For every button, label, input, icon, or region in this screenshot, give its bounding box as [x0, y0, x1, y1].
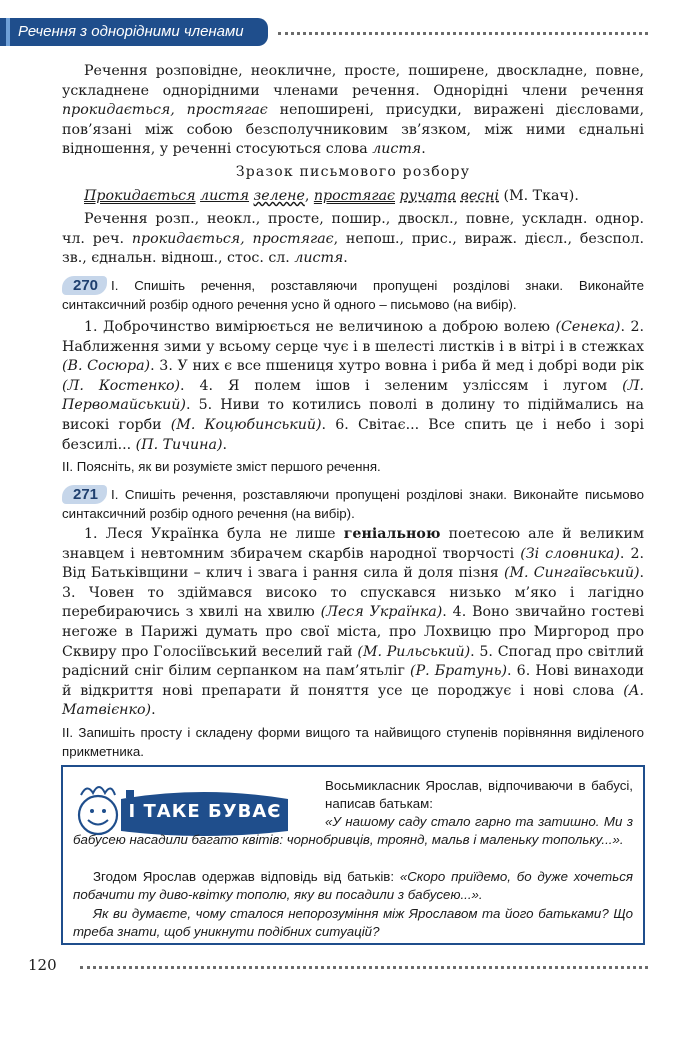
sentence: 1. Доброчинство вимірюється не величиною а доброю волею — [84, 319, 556, 335]
sentence: 1. Леся Українка була не лише — [84, 526, 344, 542]
sentence: . 3. У них є все пшениця хутро вовна і риба й мед і добрі води рік — [150, 358, 645, 375]
sentence: . 6. Нові винаходи й відкриття нові препарати й поняття усе це породжує і нові слова — [62, 663, 645, 699]
source: (М. Коцюбинський) — [170, 416, 322, 433]
task-number-badge: 270 — [62, 276, 107, 295]
object-word: весні — [460, 188, 500, 204]
box-paragraph: Восьмикласник Ярослав, відпочиваючи в бабусі, написав батькам: — [325, 778, 633, 812]
text: Згодом Ярослав одержав відповідь від батьків: — [93, 869, 400, 884]
comma: , — [304, 188, 314, 204]
footer-dotted-rule — [80, 966, 648, 969]
header-dotted-rule — [278, 32, 648, 35]
logo-text: І ТАКЕ БУВАЄ — [128, 801, 282, 822]
task-271-sentences — [62, 525, 644, 721]
sentence: . 5. Спогад про світлий радісний сніг білим серпанком на пам’ятьліг — [62, 643, 645, 680]
task-270-instruction — [62, 276, 644, 314]
source: (Р. Братунь) — [410, 663, 508, 680]
italic-text: прокидається, простягає — [62, 102, 268, 119]
task-271-instruction — [62, 485, 644, 523]
page-number: 120 — [28, 956, 57, 974]
task-271-part2: II. Запишіть просту і складену форми вищого та найвищого ступенів порівняння виділеного прикметника. — [62, 725, 644, 759]
chapter-header — [0, 18, 268, 46]
instruction-text: I. Спишіть речення, розставляючи пропущені розділові знаки. Виконайте письмово синтаксичний розбір одного речення (на вибір). — [62, 487, 644, 521]
box-quote: «У нашому саду стало гарно та затишно. Ми з бабусею насадили багато квітів: чорнобривців, троянд, мальв і маленьку топольку...». — [73, 814, 633, 848]
sample-sentence — [62, 187, 644, 207]
source: (Сенека) — [555, 319, 621, 335]
subject-word: листя — [200, 188, 250, 204]
predicate-word: простягає — [313, 188, 396, 204]
object-word: ручата — [399, 188, 457, 204]
source: (А. Матвієнко) — [62, 682, 644, 719]
sentence: . 6. Світає... Все спить це і небо і зорі безсилі... — [62, 416, 644, 453]
predicate-word: Прокидається — [84, 188, 196, 204]
header-stripe — [6, 18, 10, 46]
box-paragraph — [73, 868, 633, 905]
task-number-badge: 271 — [62, 485, 107, 504]
source: (Зі словника) — [520, 545, 620, 562]
text: . — [222, 436, 228, 453]
sentence: . 3. Човен то здіймався високо то спускався низько м’яко і лагідно перебираючись з хвилі на хвилю — [62, 565, 645, 621]
analysis-paragraph — [62, 62, 644, 160]
source: (М. Рильський) — [357, 643, 471, 660]
sentence: . 4. Воно звичайно гостеві негоже в Парижі думать про свої міста, про Лохвицю про Миргород про Сквиру про Голосіївський веселий гай — [62, 604, 645, 660]
text: непоширені, присудки, виражені дієсловами, пов’язані між собою безсполучниковим зв’язком, між ними єднальні відношення, у реченні стосуються слова — [62, 102, 644, 158]
sample-author: (М. Ткач). — [499, 188, 579, 204]
text: , непош., прис., вираж. дієсл., безспол. зв., єднальн. віднош., стос. сл. — [62, 230, 644, 267]
sample-title: Зразок письмового розбору — [235, 164, 471, 180]
italic-text: «Скоро приїдемо, бо дуже хочеться побачити ту диво-квітку тополю, яку ви посадили з бабусею...». — [73, 869, 634, 903]
text: . — [343, 250, 348, 267]
highlighted-adjective: геніальною — [343, 526, 441, 542]
chapter-title: Речення з однорідними членами — [18, 23, 244, 40]
sentence: . 4. Я полем ішов і зеленим узліссям і лугом — [180, 377, 623, 394]
sample-analysis — [62, 210, 644, 269]
source: (В. Сосюра) — [62, 358, 151, 375]
text: Речення розповідне, неокличне, просте, поширене, двоскладне, повне, ускладнене однорідними членами речення. Однорідні члени речення — [62, 63, 644, 99]
task-270-sentences — [62, 318, 644, 455]
italic-text: листя — [294, 250, 344, 267]
task-270-part2: II. Поясніть, як ви розумієте зміст першого речення. — [62, 459, 381, 474]
italic-text: прокидається, простягає — [131, 230, 334, 247]
sentence: . 5. Ниви то котились поволі в долину то підіймались на високі горби — [62, 397, 644, 433]
sentence: . 2. Наближення зими у всьому серце чує і в шелесті листків і в вітрі і в стежках — [62, 319, 644, 355]
fun-fact-box — [61, 765, 645, 945]
instruction-text: I. Спишіть речення, розставляючи пропущені розділові знаки. Виконайте синтаксичний розбір одного речення усно й одного – письмово (на вибір). — [62, 278, 644, 312]
italic-text: листя — [372, 141, 422, 158]
source: (Л. Первомайський) — [62, 377, 645, 414]
text: . — [421, 141, 426, 158]
source: (П. Тичина) — [135, 436, 223, 453]
text: Речення розп., неокл., просте, пошир., двоскл., повне, ускладн. однор. чл. реч. — [62, 211, 644, 247]
box-question: Як ви думаєте, чому сталося непорозуміння між Ярославом та його батьками? Що треба знати, щоб уникнути подібних ситуацій? — [73, 906, 633, 940]
source: (Л. Костенко) — [62, 377, 181, 394]
text: . — [151, 702, 156, 719]
source: (М. Сингаївський) — [503, 565, 640, 582]
attribute-word: зелене — [253, 188, 305, 204]
sentence: . 2. Від Батьківщини – клич і звага і рання сила й доля пізня — [62, 545, 645, 582]
source: (Леся Українка) — [320, 604, 443, 621]
sentence: поетесою але й великим знавцем і невтомним збирачем скарбів народної творчості — [62, 526, 644, 562]
